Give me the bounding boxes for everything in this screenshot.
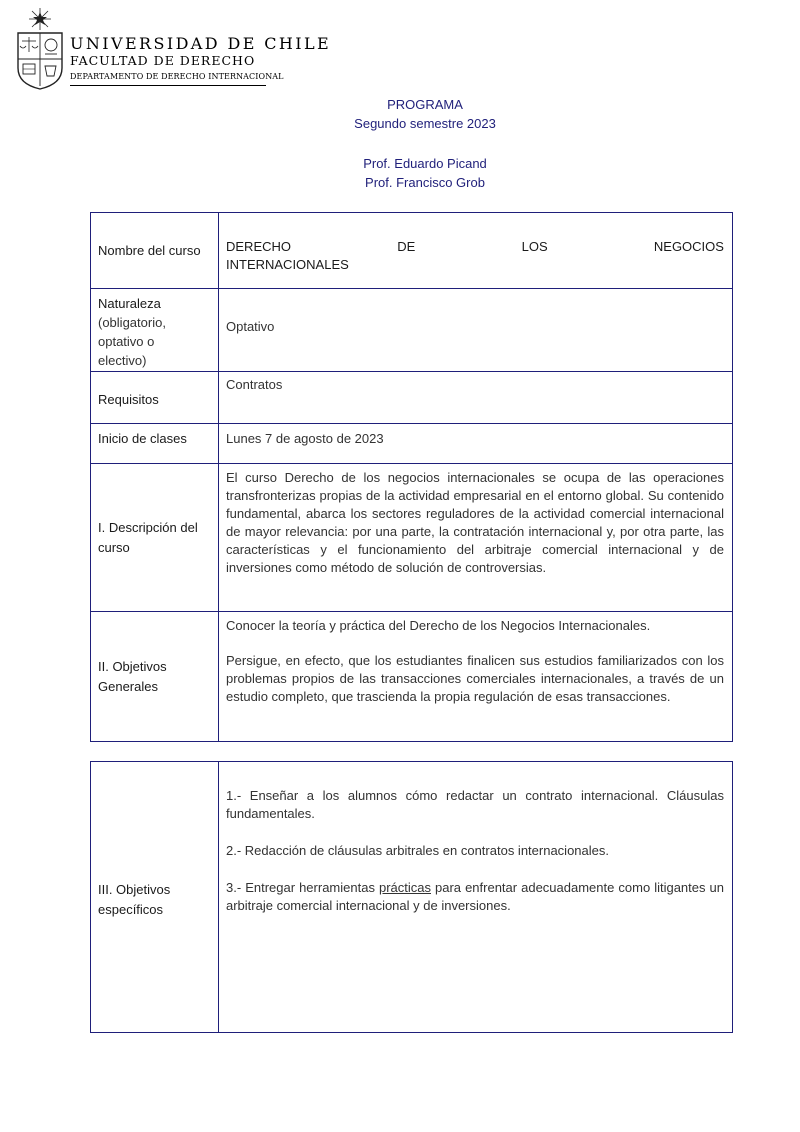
university-name: UNIVERSIDAD DE CHILE [70,34,332,53]
general-objectives-label-cell [91,612,219,742]
nature-label-cell [91,289,219,372]
start-value-cell [219,424,733,464]
general-objectives-para1: Conocer la teoría y práctica del Derecho de los Negocios Internacionales. [226,618,651,633]
table-row [91,372,733,424]
university-crest-icon [14,6,66,90]
description-label-cell [91,464,219,612]
specific-objective-3-start: 3.- Entregar herramientas [226,880,379,895]
requirements-value: Contratos [226,377,283,392]
table-row [91,424,733,464]
general-objectives-para2: Persigue, en efecto, que los estudiantes finalicen sus estudios familiarizados con los problemas propios de las transacciones comerciales internacionales, a través de un estudio completo, que trascienda la propia regulación de esas transacciones. [226,653,724,704]
course-name-line2: INTERNACIONALES [226,257,349,272]
course-name-word: LOS [521,239,548,254]
specific-objectives-label-cell [91,762,219,1033]
nature-value-text: Optativo [226,318,275,334]
nature-label-detail: (obligatorio, [98,315,166,330]
table-row [91,289,733,372]
start-value: Lunes 7 de agosto de 2023 [226,431,384,446]
semester: Segundo semestre 2023 [354,116,496,131]
program-title [220,95,630,133]
description-label: I. Descripción del curso [98,519,198,555]
specific-objective-3-underlined: prácticas [378,880,431,895]
nature-label-detail: optativo o [98,334,155,349]
course-name-value [219,213,733,289]
nature-label: Naturaleza [98,296,161,311]
specific-objectives-value-cell [219,762,733,1033]
start-label: Inicio de clases [98,431,187,446]
table-row [91,612,733,742]
course-name-word: NEGOCIOS [653,239,724,254]
requirements-label-cell [91,372,219,424]
general-objectives-label: II. Objetivos Generales [98,658,167,694]
specific-objective-1: 1.- Enseñar a los alumnos cómo redactar un contrato internacional. Cláusulas fundamentales. [226,788,724,821]
requirements-label: Requisitos [98,392,159,407]
specific-objectives-table [90,761,733,1033]
department-name: DEPARTAMENTO DE DERECHO INTERNACIONAL [70,72,284,81]
program-heading: PROGRAMA [387,97,463,112]
specific-objective-3-end: para enfrentar adecuadamente como litigantes un arbitraje comercial internacional y de inversiones. [226,880,724,913]
professors [220,154,630,192]
specific-objectives-label: III. Objetivos específicos [98,882,171,917]
table-row [91,213,733,289]
course-name-label: Nombre del curso [91,213,219,289]
professor-2: Prof. Francisco Grob [365,175,485,190]
general-objectives-value-cell [219,612,733,742]
course-name-word: DE [397,239,416,254]
specific-objective-3 [226,879,724,915]
nature-label-detail: electivo) [98,353,147,368]
table-row [91,762,733,1033]
nature-value [219,289,733,372]
professor-1: Prof. Eduardo Picand [363,156,487,171]
table-row [91,464,733,612]
specific-objective-2: 2.- Redacción de cláusulas arbitrales en contratos internacionales. [226,843,609,858]
header-divider [70,85,266,86]
course-info-table [90,212,733,742]
faculty-name: FACULTAD DE DERECHO [70,53,256,68]
requirements-value-cell [219,372,733,424]
start-label-cell [91,424,219,464]
description-value-cell [219,464,733,612]
description-text: El curso Derecho de los negocios internacionales se ocupa de las operaciones transfronterizas propias de la actividad empresarial en el entorno global. Su contenido fundamental, abarca los sectores reguladores de la actividad comercial internacional de mayor relevancia: por una parte, la contratación internacional y, por otra parte, las características y el funcionamiento del arbitraje comercial internacional y de inversiones como método de solución de controversias. [226,470,724,575]
course-name-word: DERECHO [226,239,292,254]
